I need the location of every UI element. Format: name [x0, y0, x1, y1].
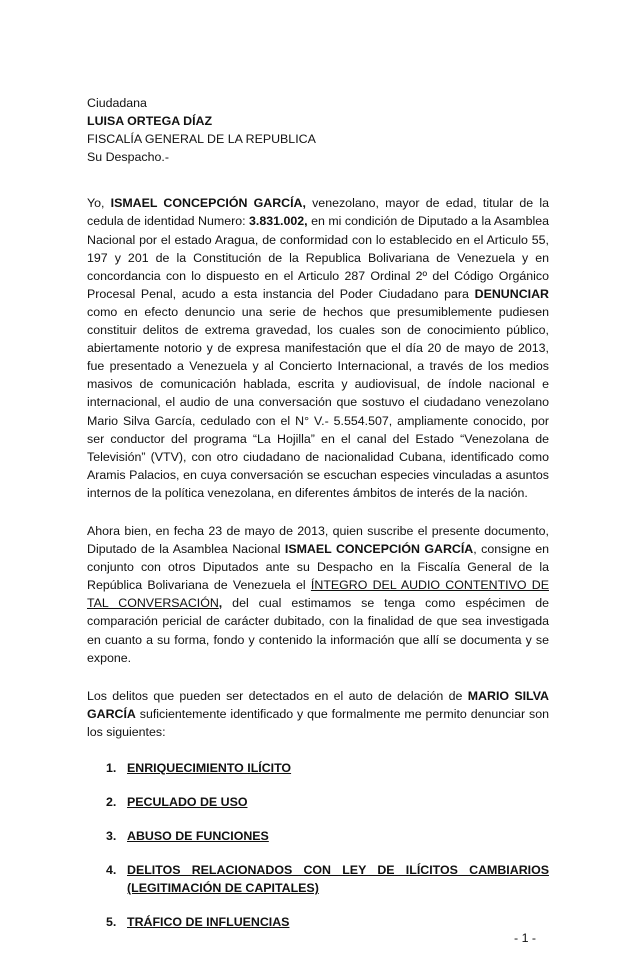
p3-accused-name: MARIO SILVA GARCÍA: [87, 688, 549, 721]
p2-text-3: del cual estimamos se tenga como espécimen de comparación pericial de carácter dubitado, con la finalidad de que sea investigada en cuanto a su forma, fondo y contenido la información que allí se documenta y se expone.: [87, 596, 549, 665]
p3-text-2: suficientemente identificado y que formalmente me permito denunciar son los siguientes:: [87, 706, 549, 739]
p1-text-1: venezolano, mayor de edad, titular de la cedula de identidad Numero:: [87, 196, 549, 229]
p2-text-2: , consigne en conjunto con otros Diputados ante su Despacho en la Fiscalía General de la República Bolivariana de Venezuela el: [87, 542, 549, 593]
paragraph-3: [87, 687, 549, 741]
paragraph-2: [87, 522, 549, 667]
list-number: 1.: [106, 761, 117, 775]
addressee-closing: Su Despacho.-: [87, 150, 169, 165]
p1-intro: Yo,: [87, 196, 111, 211]
list-item: [87, 793, 549, 811]
crimes-list: [87, 759, 549, 932]
list-item-text: ENRIQUECIMIENTO ILÍCITO: [127, 761, 292, 775]
p1-id-number: 3.831.002,: [249, 214, 308, 229]
list-item-text: DELITOS RELACIONADOS CON LEY DE ILÍCITOS CAMBIARIOS (LEGITIMACIÓN DE CAPITALES): [127, 863, 549, 896]
list-number: 5.: [106, 915, 117, 930]
list-item: [87, 861, 549, 897]
p2-underlined-text: ÍNTEGRO DEL AUDIO CONTENTIVO DE TAL CONVERSACIÓN: [87, 578, 549, 611]
p2-text-1: Ahora bien, en fecha 23 de mayo de 2013, quien suscribe el presente documento, Diputado de la Asamblea Nacional: [87, 523, 549, 557]
list-number: 3.: [106, 829, 117, 844]
list-item-text: PECULADO DE USO: [127, 795, 248, 810]
paragraph-1: [87, 194, 549, 502]
p1-text-2: en mi condición de Diputado a la Asamblea Nacional por el estado Aragua, de conformidad con lo establecido en el Articulo 55, 197 y 201 de la Constitución de la Republica Bolivariana de Venezuela y en concordancia con lo dispuesto en el Articulo 287 Ordinal 2º del Código Orgánico Procesal Penal, acudo a esta instancia del Poder Ciudadano para: [87, 214, 549, 301]
letter-body: [87, 94, 549, 948]
p2-comma: ,: [218, 596, 223, 611]
page-number: - 1 -: [514, 931, 537, 945]
addressee-block: [87, 94, 549, 166]
addressee-office: FISCALÍA GENERAL DE LA REPUBLICA: [87, 132, 316, 147]
list-item-text: TRÁFICO DE INFLUENCIAS: [127, 915, 290, 930]
addressee-name: LUISA ORTEGA DÍAZ: [87, 114, 213, 129]
p2-deputy-name: ISMAEL CONCEPCIÓN GARCÍA: [284, 542, 474, 557]
list-item-text: ABUSO DE FUNCIONES: [127, 829, 269, 844]
list-number: 2.: [106, 795, 117, 810]
p1-text-3: como en efecto denuncio una serie de hechos que presumiblemente pudiesen constituir delitos de extrema gravedad, los cuales son de conocimiento público, abiertamente notorio y de expresa manifestación que el día 20 de mayo de 2013, fue presentado a Venezuela y al Concierto Internacional, a través de los medios masivos de comunicación hablada, escrita y audiovisual, de índole nacional e internacional, el audio de una conversación que sostuvo el ciudadano venezolano Mario Silva García, cedulado con el N° V.- 5.554.507, ampliamente conocido, por ser conductor del programa “La Hojilla” en el canal del Estado “Venezolana de Televisión” (VTV), con otro ciudadano de nacionalidad Cubana, identificado como Aramis Palacios, en cuya conversación se escuchan especies vinculadas a asuntos internos de la política venezolana, en diferentes ámbitos de interés de la nación.: [87, 304, 549, 500]
p1-denunciar: DENUNCIAR: [474, 286, 549, 301]
list-item: [87, 827, 549, 845]
list-item: [87, 759, 549, 777]
list-number: 4.: [106, 863, 117, 878]
list-item: [87, 913, 549, 931]
p1-complainant-name: ISMAEL CONCEPCIÓN GARCÍA,: [110, 196, 306, 211]
salutation: Ciudadana: [87, 96, 147, 110]
p3-text-1: Los delitos que pueden ser detectados en el auto de delación de: [87, 688, 468, 703]
